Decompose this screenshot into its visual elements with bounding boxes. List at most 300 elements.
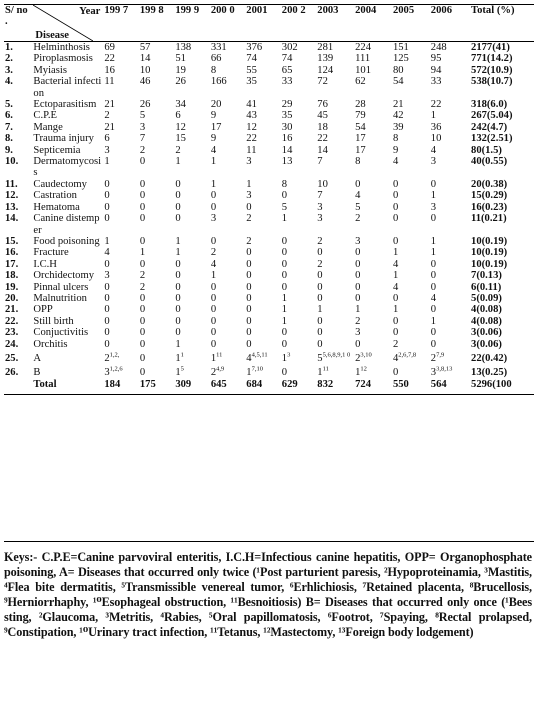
count-cell: 22 (430, 99, 442, 111)
count-cell: 0 (104, 190, 110, 202)
year-header: 2004 (355, 5, 377, 16)
table-header-row (4, 5, 534, 42)
total-cell: 20(0.38) (471, 178, 508, 190)
count-cell: 0 (104, 315, 110, 327)
count-cell: 0 (246, 270, 252, 282)
total-cell: 572(10.9) (471, 64, 513, 76)
table-row (4, 179, 534, 190)
count-cell: 0 (246, 281, 252, 293)
count-cell: 0 (139, 304, 146, 316)
count-cell: 248 (430, 42, 447, 53)
total-cell: 5(0.09) (471, 292, 502, 304)
count-cell: 8 (392, 133, 399, 145)
total-cell: 3(0.06) (471, 327, 502, 339)
total-cell: 2177(41) (471, 42, 510, 53)
count-cell: 6 (104, 133, 110, 145)
count-cell: 16 (104, 64, 115, 76)
count-cell: 0 (355, 258, 361, 270)
count-cell: 0 (281, 258, 288, 270)
count-cell: 0 (210, 201, 217, 213)
count-cell: 0 (139, 178, 146, 190)
footnote-ref: 7,9 (436, 351, 445, 359)
count-cell: 20 (210, 99, 222, 111)
row-number: 9. (5, 144, 13, 156)
footnote-ref: 7,10 (251, 365, 263, 373)
count-cell: 79 (355, 110, 366, 122)
count-cell: 0 (392, 327, 399, 339)
year-disease-header (32, 5, 103, 42)
row-number: 6. (5, 110, 13, 122)
table-row (4, 293, 534, 304)
count-cell: 14 (139, 53, 151, 65)
count-cell: 0 (392, 292, 399, 304)
count-cell: 0 (175, 281, 181, 293)
total-cell: 318(6.0) (471, 99, 508, 111)
year-header: 199 7 (104, 5, 129, 16)
table-row (4, 110, 534, 121)
table-row (4, 133, 534, 144)
row-number: 7. (5, 121, 13, 133)
count-cell: 2 (175, 144, 181, 156)
count-cell: 0 (139, 213, 146, 225)
count-cell: 0 (246, 247, 252, 259)
count-cell: 3 (317, 201, 323, 213)
count-cell: 39 (392, 121, 404, 133)
count-cell: 3 (139, 121, 146, 133)
count-cell: 0 (355, 281, 361, 293)
count-cell: 41 (246, 99, 257, 111)
disease-header-label: Disease (35, 29, 69, 41)
year-header-label: Year (79, 6, 101, 17)
count-cell: 2 (317, 235, 323, 247)
count-cell: 0 (175, 213, 181, 225)
count-cell: 4 (392, 258, 399, 270)
disease-name: Hematoma (33, 201, 80, 213)
count-cell: 46 (139, 76, 151, 88)
count-cell: 0 (104, 201, 110, 213)
row-number: 16. (5, 247, 19, 259)
count-cell: 3 (104, 270, 110, 282)
table-row (4, 316, 534, 327)
count-cell (354, 364, 392, 378)
count-cell: 1 (392, 270, 399, 282)
year-header: 2001 (246, 5, 268, 16)
count-cell: 2 (139, 270, 146, 282)
year-total-cell: 724 (355, 378, 371, 390)
count-cell (354, 350, 392, 364)
count-cell: 139 (317, 53, 334, 65)
count-cell: 10 (430, 133, 442, 145)
count-cell: 42 (392, 110, 404, 122)
count-cell: 3 (246, 156, 252, 168)
count-cell: 1 (430, 190, 437, 202)
count-cell: 101 (355, 64, 371, 76)
row-number: 23. (5, 327, 19, 339)
count-cell: 1 (210, 156, 217, 168)
count-cell: 1 (175, 156, 181, 168)
disease-name: Fracture (33, 247, 69, 259)
count-cell: 0 (430, 281, 437, 293)
count-cell: 2 (392, 338, 399, 350)
table-row (4, 282, 534, 293)
footnote-ref: 1,2,6 (109, 365, 123, 373)
count-cell: 1 (392, 247, 399, 259)
count-cell: 13 (281, 156, 293, 168)
count-cell (174, 364, 209, 378)
count-cell: 2 (355, 213, 361, 225)
disease-name: Conjuctivitis (33, 327, 89, 339)
total-cell: 10(0.19) (471, 235, 508, 247)
count-cell: 0 (430, 338, 437, 350)
row-number: 15. (5, 235, 19, 247)
table-row (4, 42, 534, 54)
year-total-cell: 309 (175, 378, 192, 390)
count-cell: 8 (210, 64, 217, 76)
count-cell: 55 (246, 64, 257, 76)
table-row (4, 213, 534, 236)
total-cell: 15(0.29) (471, 190, 508, 202)
count-cell: 0 (210, 235, 217, 247)
count-cell: 0 (139, 292, 146, 304)
table-row (4, 236, 534, 247)
count-value: 0 (281, 367, 288, 379)
count-cell (430, 350, 470, 364)
count-cell: 17 (355, 133, 366, 145)
footnote-ref: 2,6,7,8 (398, 351, 417, 359)
count-cell (245, 350, 280, 364)
count-cell: 6 (175, 110, 181, 122)
count-cell: 0 (430, 178, 437, 190)
row-number: 22. (5, 315, 19, 327)
year-total-cell: 832 (317, 378, 334, 390)
count-cell: 0 (175, 315, 181, 327)
count-cell: 0 (104, 213, 110, 225)
count-cell: 26 (175, 76, 186, 88)
row-number: 25. (5, 352, 19, 364)
count-cell: 0 (317, 292, 323, 304)
count-cell: 0 (281, 190, 288, 202)
count-cell: 0 (175, 304, 181, 316)
count-cell: 0 (281, 338, 288, 350)
count-value: 1 (175, 367, 181, 379)
count-cell: 5 (355, 201, 361, 213)
count-cell (210, 350, 245, 364)
count-cell: 17 (355, 144, 366, 156)
year-total-cell: 184 (104, 378, 121, 390)
count-cell: 10 (317, 178, 328, 190)
disease-name: Malnutrition (33, 292, 87, 304)
count-cell: 0 (392, 213, 399, 225)
count-cell: 29 (281, 99, 293, 111)
year-total-cell: 629 (281, 378, 298, 390)
count-cell: 0 (104, 281, 110, 293)
disease-name: Piroplasmosis (33, 53, 93, 65)
count-cell: 0 (317, 270, 323, 282)
disease-name: Still birth (33, 315, 74, 327)
count-cell: 3 (210, 213, 217, 225)
row-number: 10. (5, 156, 19, 168)
table-row (4, 145, 534, 156)
row-number: 4. (5, 76, 13, 88)
count-cell: 0 (317, 247, 323, 259)
count-cell: 0 (281, 247, 288, 259)
total-cell: 16(0.23) (471, 201, 508, 213)
count-value: 1 (246, 367, 252, 379)
count-cell: 0 (392, 178, 399, 190)
count-cell: 0 (355, 247, 361, 259)
count-cell: 74 (281, 53, 293, 65)
count-cell: 1 (430, 110, 437, 122)
count-cell: 1 (430, 247, 437, 259)
count-cell: 2 (246, 235, 252, 247)
count-cell: 0 (246, 258, 252, 270)
count-cell: 0 (430, 213, 437, 225)
total-cell: 132(2.51) (471, 133, 513, 145)
table-row (4, 99, 534, 110)
table-row (4, 339, 534, 350)
count-value: 3 (430, 367, 437, 379)
count-cell: 0 (281, 281, 288, 293)
count-cell: 0 (430, 304, 437, 316)
count-cell: 0 (210, 327, 217, 339)
count-cell: 1 (104, 235, 110, 247)
count-cell: 4 (430, 144, 437, 156)
count-cell: 2 (317, 258, 323, 270)
count-cell: 0 (210, 281, 217, 293)
count-value: 1 (175, 352, 181, 364)
count-cell (103, 350, 138, 364)
table-row-row-a (4, 350, 534, 364)
count-cell: 125 (392, 53, 409, 65)
count-cell: 33 (430, 76, 442, 88)
count-cell: 2 (139, 281, 146, 293)
table-row (4, 327, 534, 338)
count-cell (174, 350, 209, 364)
table-row (4, 156, 534, 179)
count-cell: 1 (104, 156, 110, 168)
footnote-ref: 3 (287, 351, 291, 359)
count-cell: 22 (104, 53, 115, 65)
count-cell: 0 (175, 178, 181, 190)
count-cell (392, 364, 430, 378)
count-cell: 0 (392, 235, 399, 247)
disease-name: Myiasis (33, 64, 67, 76)
count-cell: 1 (281, 213, 288, 225)
count-cell: 4 (392, 281, 399, 293)
count-value: 4 (392, 352, 399, 364)
count-cell: 331 (210, 42, 227, 53)
count-cell: 138 (175, 42, 192, 53)
total-cell: 10(0.19) (471, 247, 508, 259)
count-cell: 1 (175, 247, 181, 259)
count-cell: 43 (246, 110, 257, 122)
count-cell: 12 (175, 121, 186, 133)
count-cell: 36 (430, 121, 442, 133)
count-cell: 4 (430, 292, 437, 304)
disease-name: Bacterial infection (33, 76, 102, 99)
year-total-cell: 175 (139, 378, 156, 390)
row-number: 2. (5, 53, 13, 65)
footnote-ref: 5 (180, 365, 184, 373)
count-cell: 0 (104, 338, 110, 350)
total-cell: 771(14.2) (471, 53, 513, 65)
table-row (4, 53, 534, 64)
count-cell: 7 (139, 133, 146, 145)
count-cell: 0 (246, 315, 252, 327)
count-cell (103, 364, 138, 378)
count-cell: 4 (355, 190, 361, 202)
count-cell: 12 (246, 121, 257, 133)
count-cell: 1 (281, 315, 288, 327)
footnote-ref: 3,8,13 (436, 365, 453, 373)
table-body (4, 42, 534, 395)
count-cell: 57 (139, 42, 151, 53)
count-cell: 0 (104, 304, 110, 316)
count-cell: 0 (246, 201, 252, 213)
count-cell: 0 (104, 292, 110, 304)
count-value: 0 (139, 352, 146, 364)
table-row (4, 65, 534, 76)
total-label: Total (33, 378, 57, 390)
disease-name: Septicemia (33, 144, 81, 156)
count-value: 2 (430, 352, 437, 364)
count-cell: 9 (392, 144, 399, 156)
disease-name: Mange (33, 121, 63, 133)
count-value: 2 (104, 352, 110, 364)
count-cell: 3 (430, 156, 437, 168)
year-header: 2003 (317, 5, 339, 16)
count-cell: 0 (430, 270, 437, 282)
disease-table-container (4, 4, 534, 395)
count-cell: 1 (210, 270, 217, 282)
count-cell: 35 (246, 76, 257, 88)
count-cell: 0 (139, 190, 146, 202)
count-cell: 65 (281, 64, 293, 76)
count-cell: 69 (104, 42, 115, 53)
year-header: 199 8 (139, 5, 164, 16)
disease-name: Dermatomycosis (33, 156, 102, 179)
table-row-row-b (4, 364, 534, 378)
count-cell: 3 (104, 144, 110, 156)
count-cell: 124 (317, 64, 334, 76)
count-cell: 1 (175, 338, 181, 350)
count-cell: 0 (246, 292, 252, 304)
count-value: 4 (246, 352, 252, 364)
count-cell: 80 (392, 64, 404, 76)
disease-name: B (33, 367, 41, 379)
row-number: 19. (5, 281, 19, 293)
year-header: 199 9 (175, 5, 200, 16)
count-cell: 35 (281, 110, 293, 122)
count-cell: 0 (104, 327, 110, 339)
row-number: 5. (5, 99, 13, 111)
count-cell: 2 (139, 144, 146, 156)
count-cell: 0 (392, 201, 399, 213)
count-cell: 0 (175, 327, 181, 339)
year-total-cell: 645 (210, 378, 227, 390)
total-cell: 242(4.7) (471, 121, 508, 133)
table-total-row (4, 379, 534, 395)
count-cell: 1 (430, 315, 437, 327)
count-cell: 151 (392, 42, 409, 53)
count-cell: 9 (210, 133, 217, 145)
count-cell: 62 (355, 76, 366, 88)
count-cell: 7 (317, 190, 323, 202)
year-header: 2005 (392, 5, 415, 16)
disease-name: Food poisoning (33, 235, 100, 247)
count-cell: 95 (430, 53, 442, 65)
count-cell: 21 (104, 99, 115, 111)
count-cell: 0 (210, 338, 217, 350)
disease-name: OPP (33, 304, 53, 316)
count-cell: 0 (210, 190, 217, 202)
disease-name: Orchitis (33, 338, 68, 350)
count-cell: 0 (139, 156, 146, 168)
count-cell: 0 (317, 338, 323, 350)
count-value: 2 (355, 352, 361, 364)
count-cell: 1 (392, 304, 399, 316)
count-cell: 2 (246, 213, 252, 225)
row-number: 12. (5, 190, 19, 202)
count-cell: 0 (139, 338, 146, 350)
footnote-ref: 5,6,8,9,1 0 (322, 351, 351, 359)
footnote-ref: 1,2, (109, 351, 120, 359)
year-total-cell: 550 (392, 378, 409, 390)
count-cell: 0 (392, 315, 399, 327)
count-cell: 34 (175, 99, 186, 111)
count-cell (210, 364, 245, 378)
count-cell: 8 (281, 178, 288, 190)
count-cell (139, 364, 174, 378)
count-cell: 0 (355, 178, 361, 190)
count-value: 5 (317, 352, 323, 364)
total-cell: 267(5.04) (471, 110, 513, 122)
count-cell: 0 (317, 315, 323, 327)
total-cell: 40(0.55) (471, 156, 508, 168)
count-cell: 0 (139, 315, 146, 327)
count-cell: 376 (246, 42, 263, 53)
count-cell (281, 364, 316, 378)
count-cell: 4 (104, 247, 110, 259)
total-cell: 4(0.08) (471, 304, 502, 316)
count-cell: 26 (139, 99, 151, 111)
row-number: 11. (5, 178, 18, 190)
total-cell: 22(0.42) (471, 352, 508, 364)
count-cell: 0 (175, 292, 181, 304)
count-cell: 2 (355, 315, 361, 327)
count-cell: 28 (355, 99, 366, 111)
count-cell: 0 (210, 315, 217, 327)
row-number: 3. (5, 64, 13, 76)
count-cell: 33 (281, 76, 293, 88)
count-cell: 302 (281, 42, 298, 53)
count-cell: 1 (355, 304, 361, 316)
count-cell: 54 (355, 121, 366, 133)
count-cell: 2 (210, 247, 217, 259)
count-cell: 4 (210, 144, 217, 156)
total-cell: 11(0.21) (471, 213, 507, 225)
count-cell: 11 (104, 76, 115, 88)
count-cell: 10 (139, 64, 151, 76)
count-cell: 0 (175, 190, 181, 202)
count-cell: 22 (317, 133, 328, 145)
count-cell (430, 364, 470, 378)
count-value: 1 (281, 352, 288, 364)
count-value: 1 (317, 367, 323, 379)
table-row (4, 270, 534, 281)
count-cell: 0 (281, 235, 288, 247)
year-total-cell: 564 (430, 378, 447, 390)
